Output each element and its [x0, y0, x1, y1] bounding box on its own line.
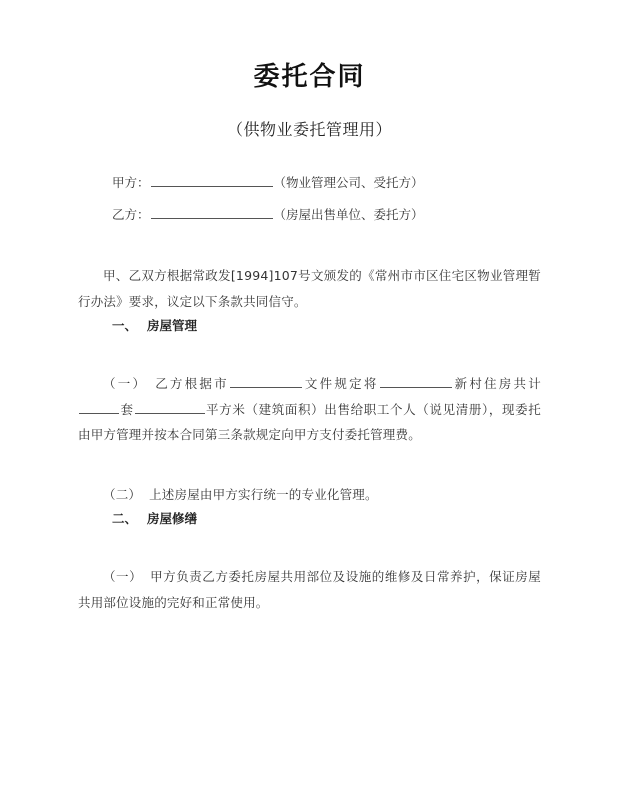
clause-text-1-2: 上述房屋由甲方实行统一的专业化管理。 [149, 487, 378, 502]
party-fields [78, 173, 541, 225]
clause-label-1-2: （二） [103, 487, 142, 502]
party-row-jiafang [78, 173, 541, 193]
clause-text-1-1-b: 文件规定将 [302, 376, 379, 392]
section-title-1: 房屋管理 [147, 317, 198, 333]
clause-blank-unit-count[interactable] [79, 400, 119, 414]
section-title-2: 房屋修缮 [147, 510, 198, 526]
page-title: 委托合同 [253, 62, 366, 92]
clause-blank-document-number[interactable] [230, 375, 302, 389]
party-input-yifang[interactable] [151, 206, 273, 220]
section-heading-2 [78, 508, 541, 531]
party-label-yifang: 乙方： [112, 207, 150, 223]
clause-text-2-1: 甲方负责乙方委托房屋共用部位及设施的维修及日常养护，保证房屋共用部位设施的完好和正常使用。 [78, 569, 541, 610]
clause-1-1 [78, 371, 541, 448]
clause-blank-village-name[interactable] [380, 375, 452, 389]
clause-blank-area[interactable] [135, 400, 205, 414]
clause-text-1-1-a: 乙方根据市 [155, 376, 229, 392]
party-row-yifang [78, 205, 541, 225]
party-input-jiafang[interactable] [151, 174, 273, 188]
clause-text-1-1-d: 套 [120, 401, 134, 417]
section-number-2: 二、 [112, 510, 138, 526]
party-note-jiafang: （物业管理公司、受托方） [273, 175, 424, 191]
clause-1-2 [78, 482, 541, 508]
party-note-yifang: （房屋出售单位、委托方） [273, 207, 424, 223]
clause-label-1-1: （一） [103, 376, 148, 392]
intro-paragraph: 甲、乙双方根据常政发[1994]107号文颁发的《常州市市区住宅区物业管理暂行办法》要求，议定以下条款共同信守。 [78, 268, 541, 309]
clause-label-2-1: （一） [103, 569, 143, 585]
party-label-jiafang: 甲方： [112, 175, 150, 191]
document-subtitle: （供物业委托管理用） [226, 120, 392, 140]
section-number-1: 一、 [112, 317, 138, 333]
clause-text-1-1-e: 平方米（建筑面积）出售给职工个人（说见清册），现委托由甲方管理并按本合同第三条款规定向甲方支付委托管理费。 [78, 401, 542, 443]
clause-text-1-1-c: 新村住房共计 [452, 376, 541, 392]
section-heading-1 [78, 315, 541, 338]
clause-2-1 [78, 564, 541, 615]
